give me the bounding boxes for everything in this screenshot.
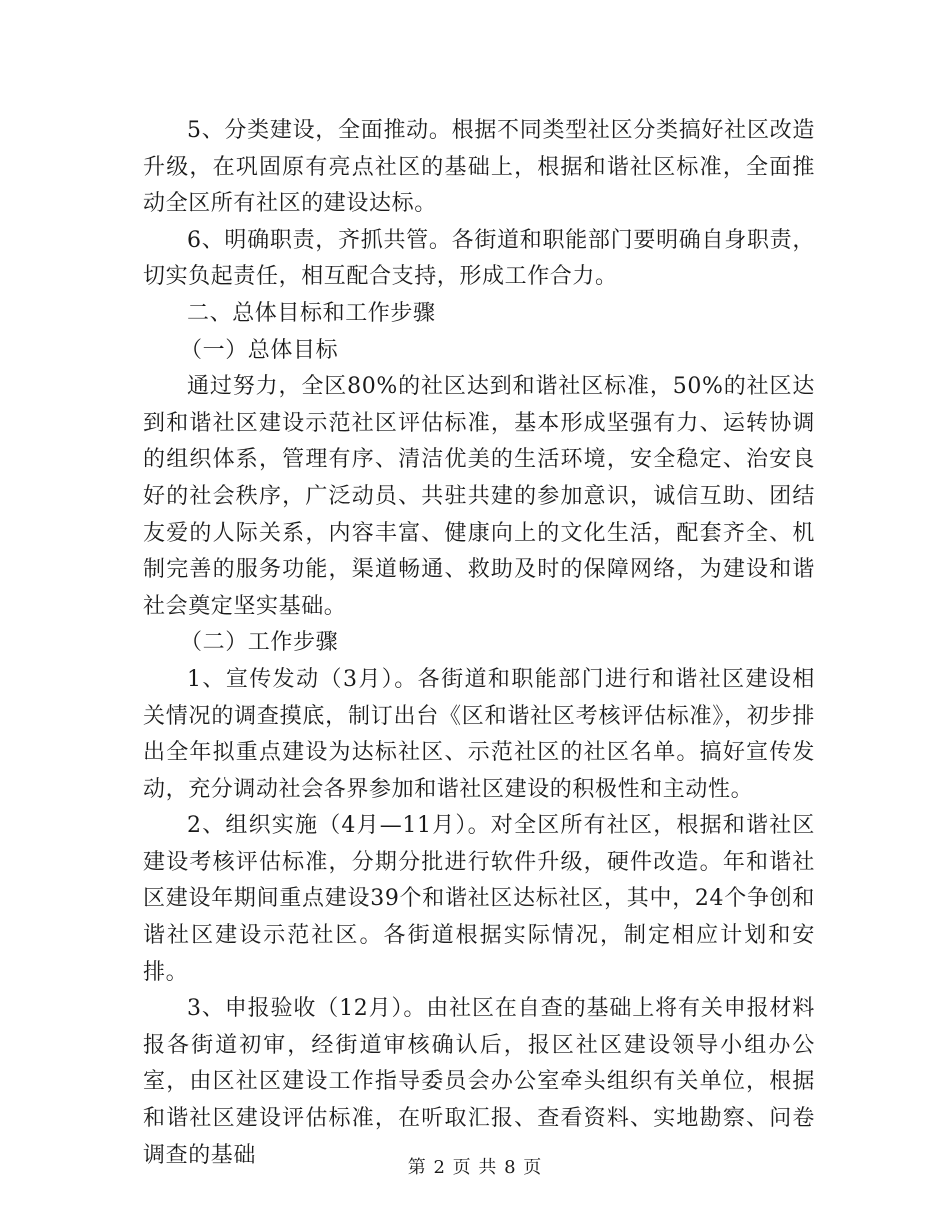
paragraph-overall-goal: 通过努力，全区80%的社区达到和谐社区标准，50%的社区达到和谐社区建设示范社区评估标准，基本形成坚强有力、运转协调的组织体系，管理有序、清洁优美的生活环境，安全稳定、治安良好的社会秩序，广泛动员、共驻共建的参加意识，诚信互助、团结友爱的人际关系，内容丰富、健康向上的文化生活，配套齐全、机制完善的服务功能，渠道畅通、救助及时的保障网络，为建设和谐社会奠定坚实基础。	[143, 374, 815, 619]
subheading-work-steps: （二）工作步骤	[180, 630, 339, 656]
subheading-overall-goal: （一）总体目标	[180, 337, 339, 363]
paragraph-step-1-publicity: 1、宣传发动（3月）。各街道和职能部门进行和谐社区建设相关情况的调查摸底，制订出台《区和谐社区考核评估标准》，初步排出全年拟重点建设为达标社区、示范社区的社区名单。搞好宣传发动，充分调动社会各界参加和谐社区建设的积极性和主动性。	[143, 666, 815, 802]
document-body	[143, 113, 815, 1174]
page-number-footer: 第 2 页 共 8 页	[407, 1157, 543, 1178]
paragraph-6-clarify-duties: 6、明确职责，齐抓共管。各街道和职能部门要明确自身职责，切实负起责任，相互配合支持，形成工作合力。	[143, 227, 815, 290]
paragraph-5-classified-construction: 5、分类建设，全面推动。根据不同类型社区分类搞好社区改造升级，在巩固原有亮点社区的基础上，根据和谐社区标准，全面推动全区所有社区的建设达标。	[143, 118, 815, 217]
paragraph-step-2-implementation: 2、组织实施（4月—11月）。对全区所有社区，根据和谐社区建设考核评估标准，分期分批进行软件升级，硬件改造。年和谐社区建设年期间重点建设39个和谐社区达标社区，其中，24个争创和谐社区建设示范社区。各街道根据实际情况，制定相应计划和安排。	[143, 813, 815, 985]
paragraph-step-3-acceptance: 3、申报验收（12月）。由社区在自查的基础上将有关申报材料报各街道初审，经街道审核确认后，报区社区建设领导小组办公室，由区社区建设工作指导委员会办公室牵头组织有关单位，根据和谐社区建设评估标准，在听取汇报、查看资料、实地勘察、问卷调查的基础	[143, 996, 815, 1168]
section-heading-goals-steps: 二、总体目标和工作步骤	[187, 300, 436, 326]
